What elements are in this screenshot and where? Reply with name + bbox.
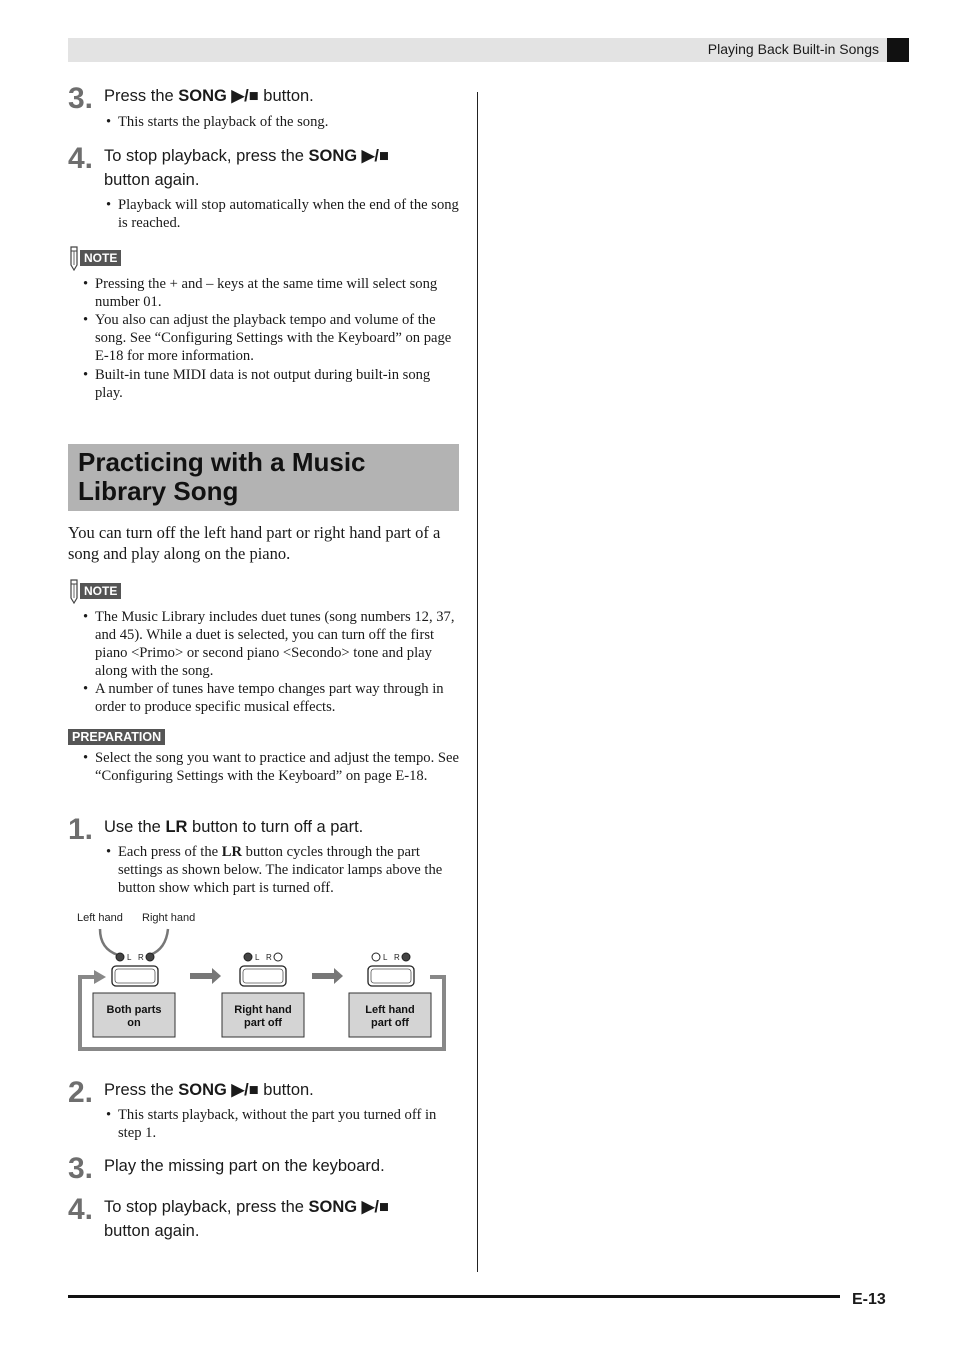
note-bullet: • A number of tunes have tempo changes part way through in order to produce specific musical effects. [83,681,444,715]
lamp-r-label: R [138,953,144,962]
arrow-right-icon [312,968,343,984]
state-label-line1: Right hand [234,1004,292,1016]
arrow-right-icon [190,968,221,984]
preparation-label: PREPARATION [68,729,165,745]
pencil-icon [68,245,80,271]
lamp-l-lit [116,953,124,961]
note-bullet: • You also can adjust the playback tempo and volume of the song. See “Configuring Settings with the Keyboard” on page E-18 for more information. [83,312,452,364]
lamp-l-unlit [372,953,380,961]
lamp-r-lit [146,953,154,961]
right-hand-pointer [150,929,168,955]
step-instruction: Play the missing part on the keyboard. [104,1157,385,1175]
state-label-line1: Left hand [365,1004,415,1016]
cycle-return-arrowhead [94,970,106,984]
step-number: 3. [68,82,94,115]
lamp-l-label: L [127,953,132,962]
note-badge [68,245,121,271]
step-instruction: To stop playback, press the SONG ▶/■ button again. [104,1198,389,1240]
bullet-item: • Each press of the LR button cycles through the part settings as shown below. The indicator lamps above the button show which part is turned off. [106,844,443,896]
lamp-r-label: R [394,953,400,962]
running-header: Playing Back Built-in Songs [707,41,879,57]
column-divider [477,92,478,1272]
note-badge [68,578,121,604]
section-intro: You can turn off the left hand part or right hand part of a song and play along on the piano. [68,523,441,563]
page-number: E-13 [852,1291,886,1308]
lamp-r-lit [402,953,410,961]
section-title: Practicing with a Music Library Song [78,447,366,506]
note-label: NOTE [80,583,121,599]
step-instruction: To stop playback, press the SONG ▶/■ button again. [104,147,389,189]
step-instruction: Press the SONG ▶/■ button. [104,1081,314,1099]
bullet-item: • This starts the playback of the song. [106,114,329,130]
lamp-r-label: R [266,953,272,962]
preparation-bullet: • Select the song you want to practice and adjust the tempo. See “Configuring Settings with the Keyboard” on page E-18. [83,750,459,784]
note-bullet: • The Music Library includes duet tunes (song numbers 12, 37, and 45). While a duet is selected, you can turn off the first piano <Primo> or second piano <Secondo> tone and play along with the song. [83,609,455,679]
state-label-line2: on [127,1017,141,1029]
left-hand-label: Left hand [77,912,123,924]
lamp-l-label: L [255,953,260,962]
footer-rule [68,1295,840,1298]
left-hand-pointer [100,929,118,955]
state-label-line2: part off [371,1017,409,1029]
right-hand-label: Right hand [142,912,196,924]
step-number: 4. [68,142,94,175]
state-label-line2: part off [244,1017,282,1029]
lamp-l-lit [244,953,252,961]
step-instruction: Use the LR button to turn off a part. [104,818,364,836]
note-bullet: • Pressing the + and – keys at the same time will select song number 01. [83,276,438,310]
pencil-icon [68,578,80,604]
note-bullet: • Built-in tune MIDI data is not output during built-in song play. [83,367,431,401]
step-number: 3. [68,1152,94,1185]
lamp-l-label: L [383,953,388,962]
step-instruction: Press the SONG ▶/■ button. [104,87,314,105]
bullet-item: • Playback will stop automatically when the end of the song is reached. [106,197,459,231]
bullet-item: • This starts playback, without the part you turned off in step 1. [106,1107,437,1141]
step-number: 4. [68,1193,94,1226]
step-number: 1. [68,813,94,846]
state-label-line1: Both parts [106,1004,162,1016]
lr-button-cycle-diagram [60,905,460,1065]
lamp-r-unlit [274,953,282,961]
header-tab-marker [887,38,909,62]
step-number: 2. [68,1076,94,1109]
note-label: NOTE [80,250,121,266]
